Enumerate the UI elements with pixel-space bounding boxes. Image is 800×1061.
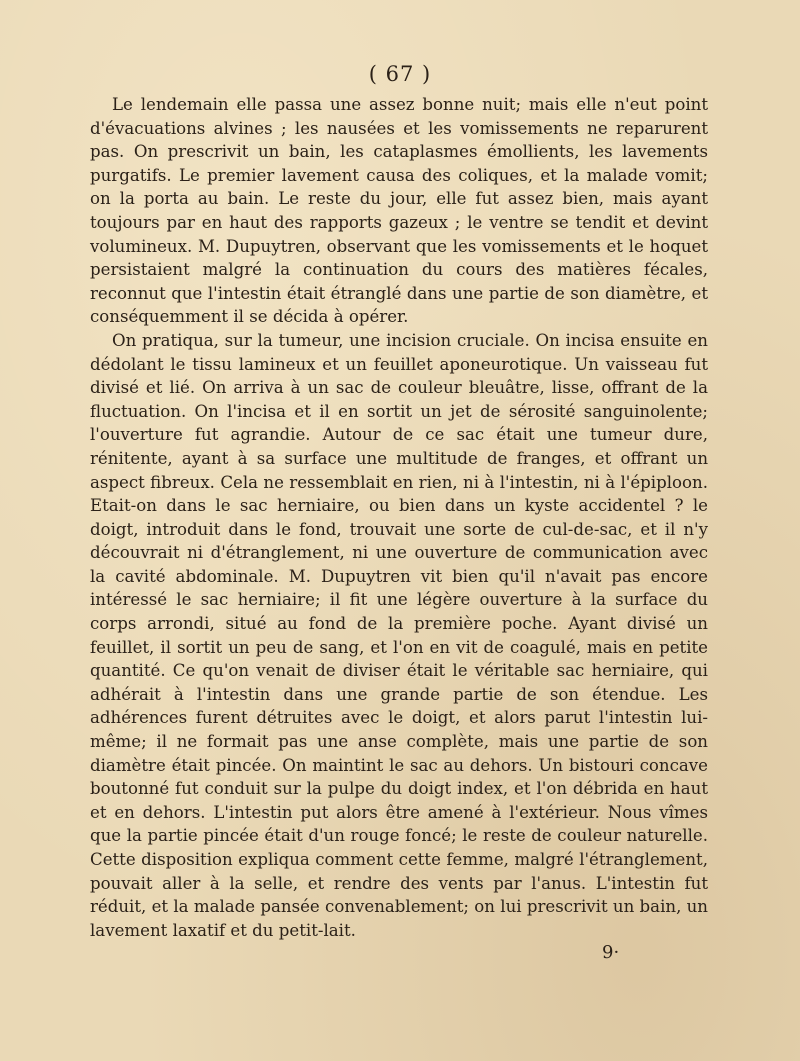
page-number: ( 67 ) (368, 62, 432, 86)
paragraph-1: Le lendemain elle passa une assez bonne nuit; mais elle n'eut point d'évacuations alvines ; les nausées et les vomissements ne reparurent pas. On prescrivit un bain, les cataplasmes émollients, les lavements purgatifs. Le premier lavement causa des coliques, et la malade vomit; on la porta au bain. Le reste du jour, elle fut assez bien, mais ayant toujours par en haut des rapports gazeux ; le ventre se tendit et devint volumineux. M. Dupuytren, observant que les vomissements et le hoquet persistaient malgré la continuation du cours des matières fécales, reconnut que l'intestin était étranglé dans une partie de son diamètre, et conséquemment il se décida à opérer. (90, 95, 708, 327)
paragraph-2: On pratiqua, sur la tumeur, une incision cruciale. On incisa ensuite en dédolant le tissu lamineux et un feuillet aponeurotique. Un vaisseau fut divisé et lié. On arriva à un sac de couleur bleuâtre, lisse, offrant de la fluctuation. On l'incisa et il en sortit un jet de sérosité sanguinolente; l'ouverture fut agrandie. Autour de ce sac était une tumeur dure, rénitente, ayant à sa surface une multitude de franges, et offrant un aspect fibreux. Cela ne ressemblait en rien, ni à l'intestin, ni à l'épiploon. Etait-on dans le sac herniaire, ou bien dans un kyste accidentel ? le doigt, introduit dans le fond, trouvait une sorte de cul-de-sac, et il n'y découvrait ni d'étranglement, ni une ouverture de communication avec la cavité abdominale. M. Dupuytren vit bien qu'il n'avait pas encore intéressé le sac herniaire; il fit une légère ouverture à la surface du corps arrondi, situé au fond de la première poche. Ayant divisé un feuillet, il sortit un peu de sang, et l'on en vit de coagulé, mais en petite quantité. Ce qu'on venait de diviser était le véritable sac herniaire, qui adhérait à l'intestin dans une grande partie de son étendue. Les adhérences furent détruites avec le doigt, et alors parut l'intestin lui-même; il ne formait pas une anse complète, mais une partie de son diamètre était pincée. On maintint le sac au dehors. Un bistouri concave boutonné fut conduit sur la pulpe du doigt index, et l'on débrida en haut et en dehors. L'intestin put alors être amené à l'extérieur. Nous vîmes que la partie pincée était d'un rouge foncé; le reste de couleur naturelle. Cette disposition expliqua comment cette femme, malgré l'étranglement, pouvait aller à la selle, et rendre des vents par l'anus. L'intestin fut réduit, et la malade pansée convenablement; on lui prescrivit un bain, un lavement laxatif et du petit-lait. (90, 330, 708, 940)
body-text (90, 93, 708, 942)
signature-mark: 9· (602, 942, 620, 963)
